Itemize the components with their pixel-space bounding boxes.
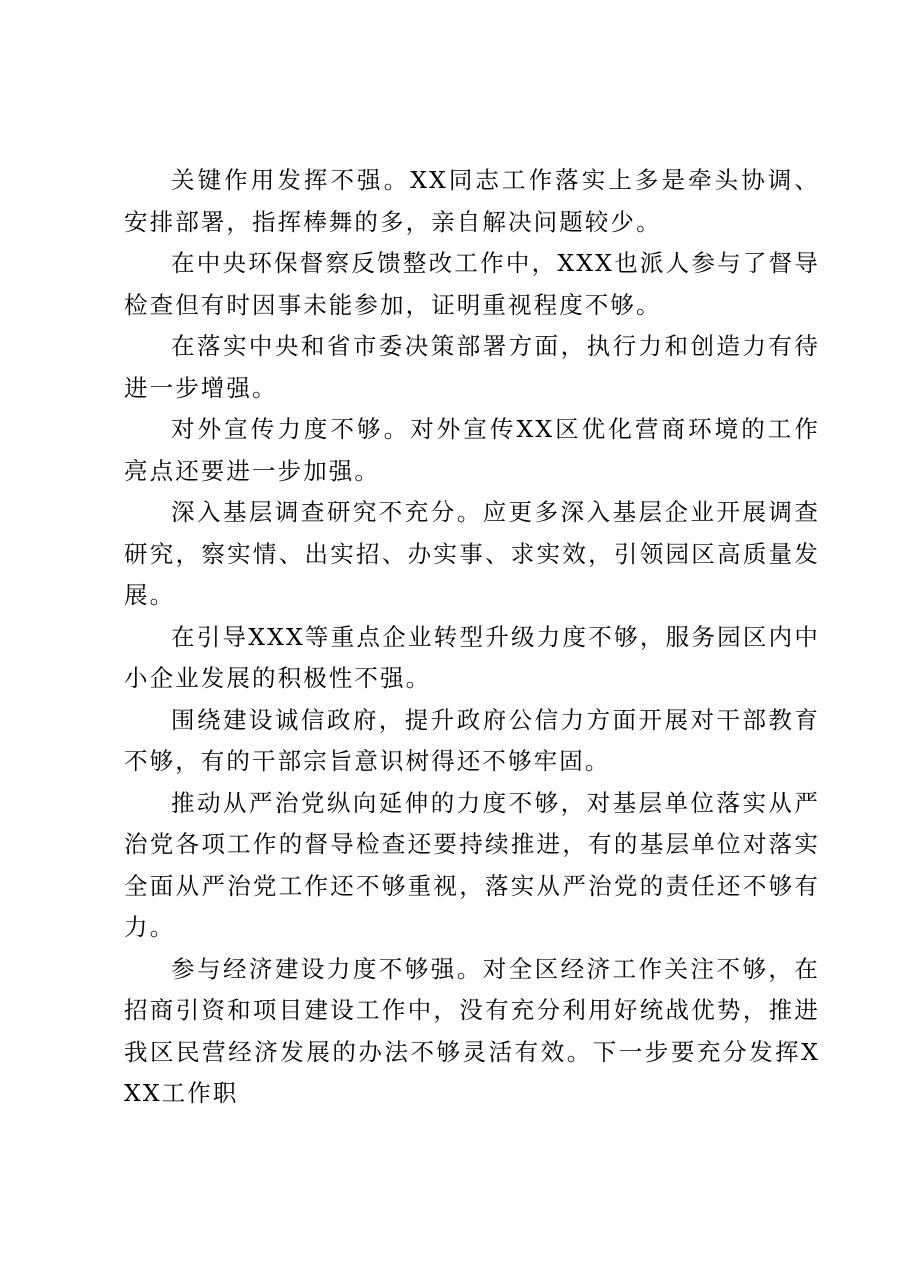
paragraph-4: 对外宣传力度不够。对外宣传XX区优化营商环境的工作亮点还要进一步加强。 [124, 415, 820, 485]
paragraph-8: 推动从严治党纵向延伸的力度不够，对基层单位落实从严治党各项工作的督导检查还要持续推进，有的基层单位对落实全面从严治党工作还不够重视，落实从严治党的责任还不够有力。 [124, 788, 820, 941]
paragraph-3: 在落实中央和省市委决策部署方面，执行力和创造力有待进一步增强。 [124, 332, 820, 402]
paragraph-5: 深入基层调查研究不充分。应更多深入基层企业开展调查研究，察实情、出实招、办实事、求实效，引领园区高质量发展。 [124, 498, 820, 609]
paragraph-1: 关键作用发挥不强。XX同志工作落实上多是牵头协调、安排部署，指挥棒舞的多，亲自解决问题较少。 [124, 166, 820, 236]
paragraph-7: 围绕建设诚信政府，提升政府公信力方面开展对干部教育不够，有的干部宗旨意识树得还不够牢固。 [124, 705, 820, 775]
document-body [124, 160, 820, 1115]
paragraph-9: 参与经济建设力度不够强。对全区经济工作关注不够，在招商引资和项目建设工作中，没有充分利用好统战优势，推进我区民营经济发展的办法不够灵活有效。下一步要充分发挥XXX工作职 [124, 954, 820, 1107]
paragraph-2: 在中央环保督察反馈整改工作中，XXX也派人参与了督导检查但有时因事未能参加，证明重视程度不够。 [124, 249, 820, 319]
paragraph-6: 在引导XXX等重点企业转型升级力度不够，服务园区内中小企业发展的积极性不强。 [124, 622, 820, 692]
